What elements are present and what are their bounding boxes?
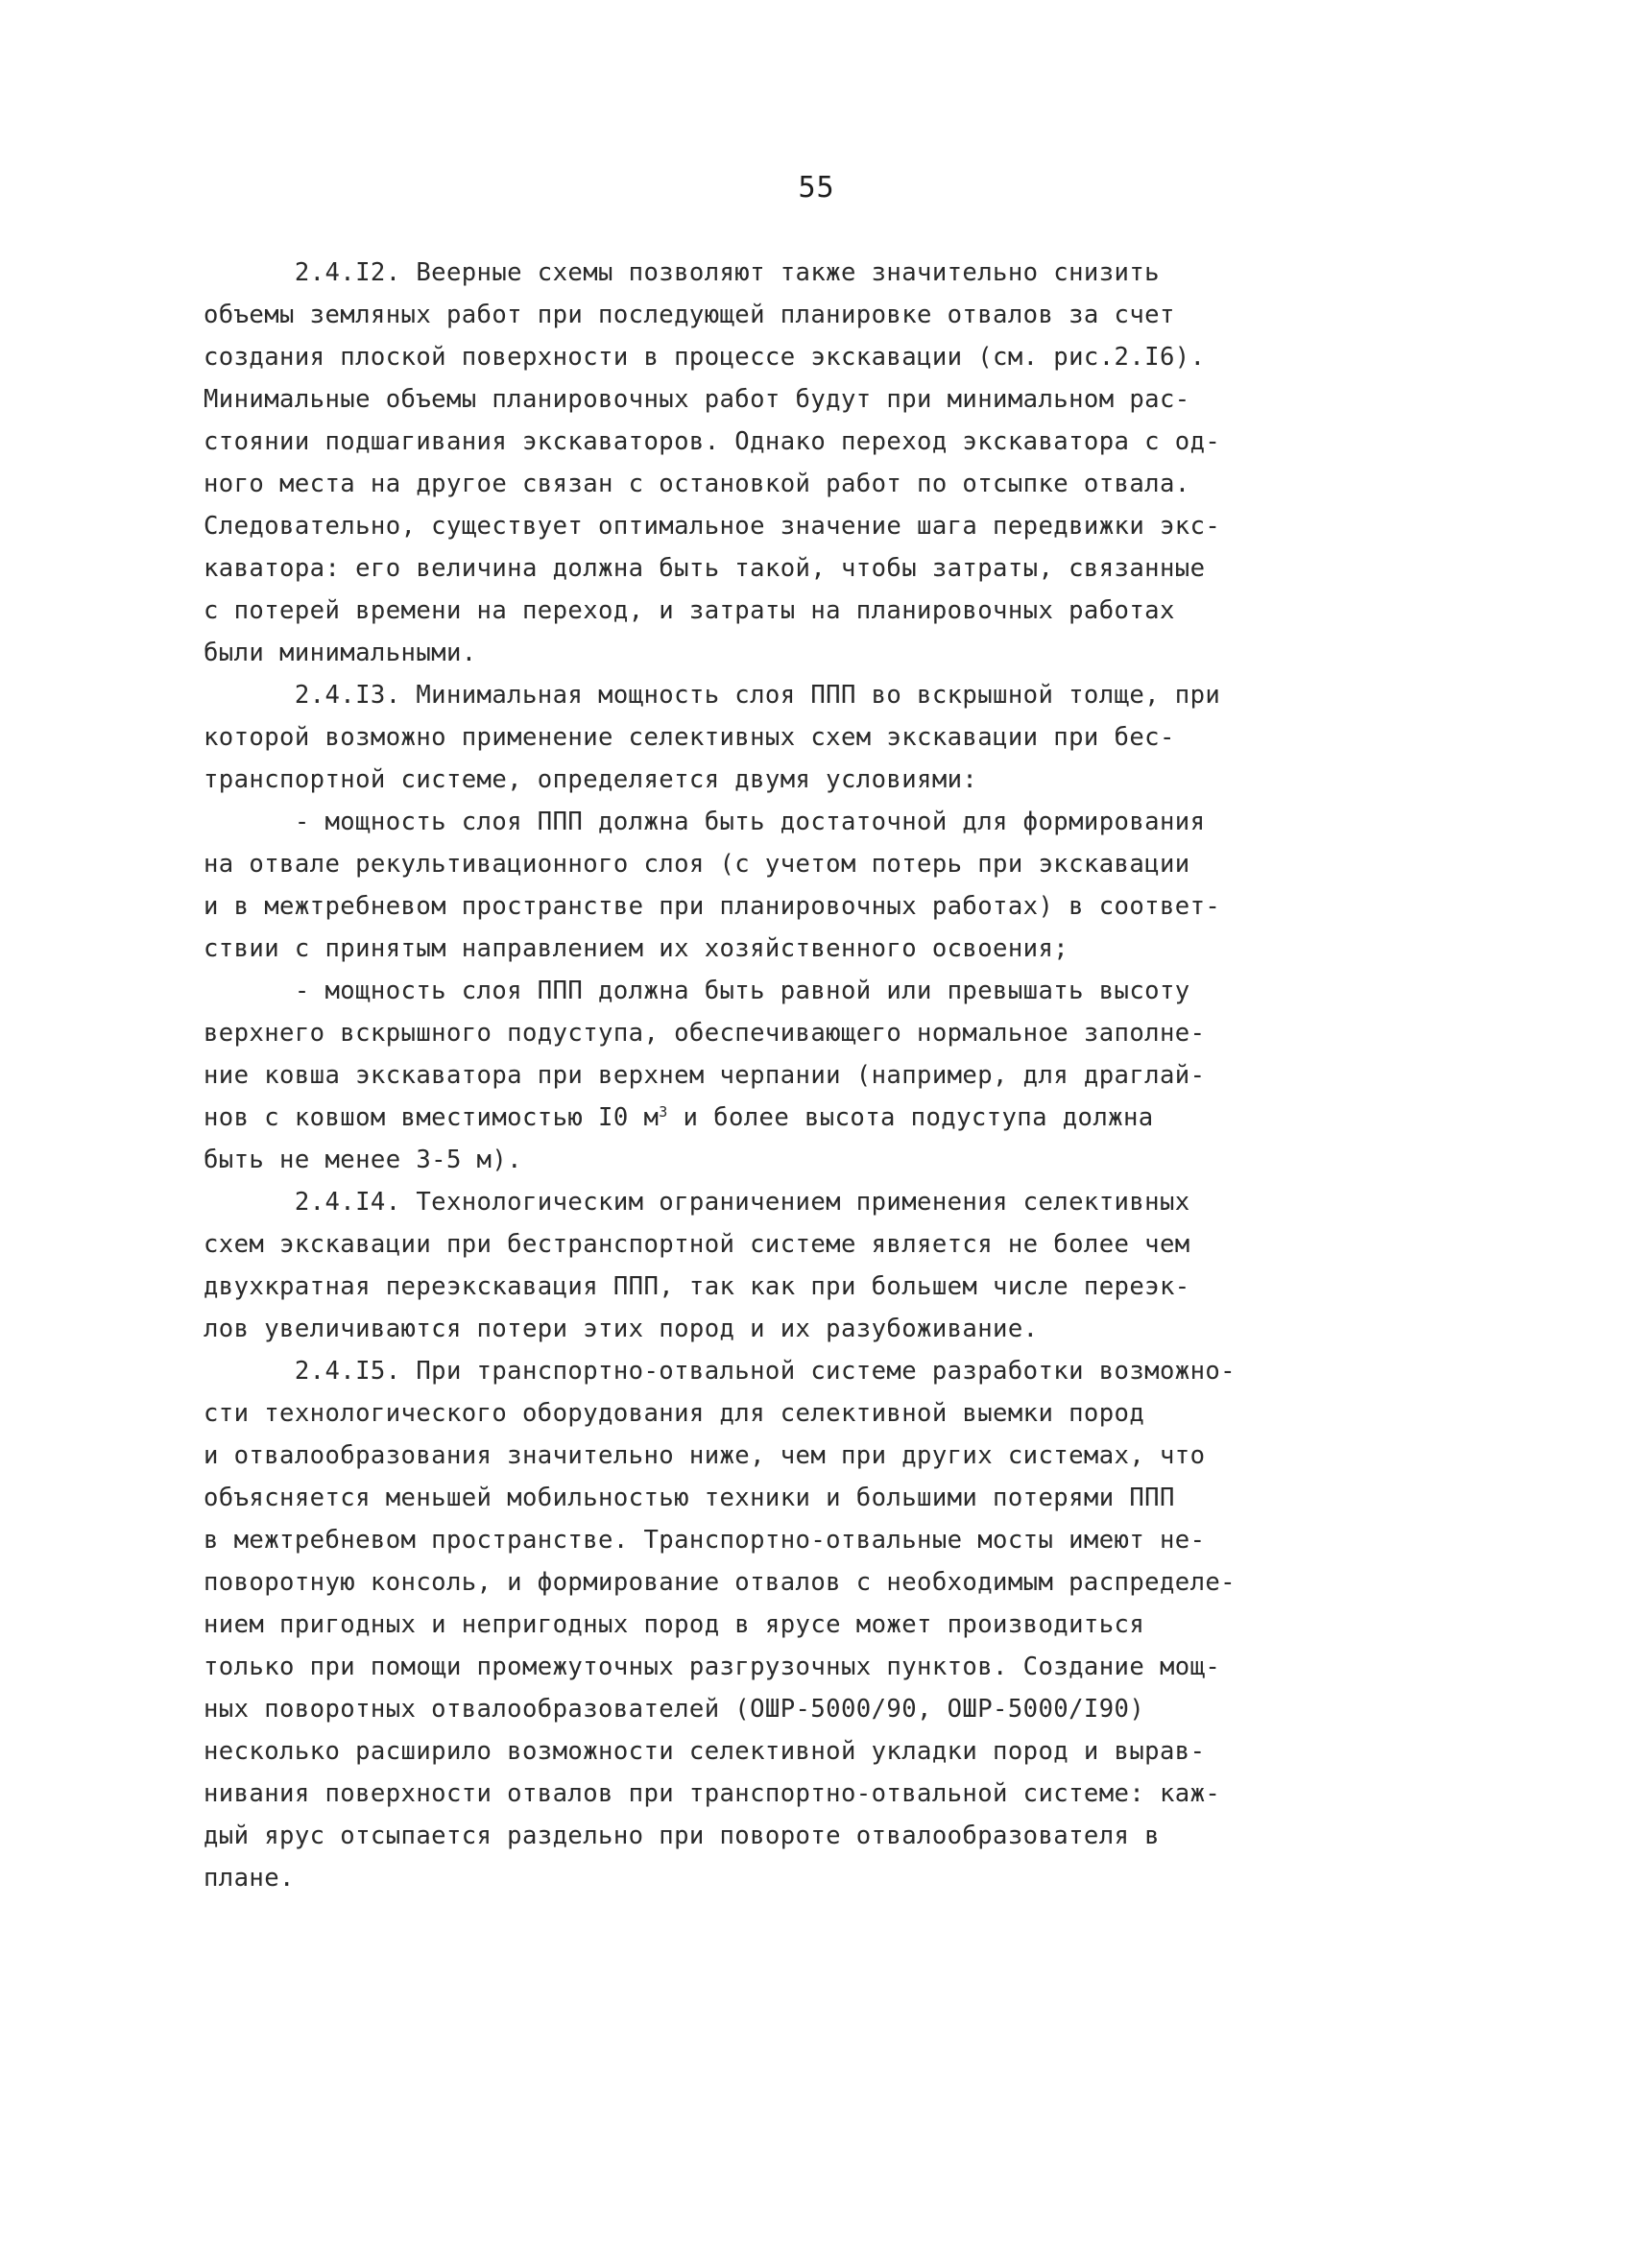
text-line-with-superscript [204, 1097, 1452, 1139]
text-line: верхнего вскрышного подуступа, обеспечивающего нормальное заполне- [204, 1019, 1206, 1048]
text-line: 2.4.I2. Веерные схемы позволяют также значительно снизить [204, 258, 1160, 287]
superscript: 3 [659, 1103, 668, 1121]
text-line: несколько расширило возможности селективной укладки пород и вырав- [204, 1737, 1206, 1766]
text-line: каватора: его величина должна быть такой, чтобы затраты, связанные [204, 554, 1206, 583]
text-line: - мощность слоя ППП должна быть равной или превышать высоту [204, 977, 1190, 1005]
text-line: - мощность слоя ППП должна быть достаточной для формирования [204, 808, 1206, 836]
text-line: сти технологического оборудования для селективной выемки пород [204, 1399, 1145, 1428]
text-line: ных поворотных отвалообразователей (ОШР-5000/90, ОШР-5000/I90) [204, 1695, 1145, 1724]
text-line: 2.4.I3. Минимальная мощность слоя ППП во вскрышной толще, при [204, 681, 1221, 710]
text-line: объясняется меньшей мобильностью техники и большими потерями ППП [204, 1484, 1175, 1512]
text-line: были минимальными. [204, 639, 477, 667]
text-line: дый ярус отсыпается раздельно при повороте отвалообразователя в [204, 1822, 1160, 1850]
page-number: 55 [798, 171, 835, 205]
text-line: ствии с принятым направлением их хозяйственного освоения; [204, 934, 1069, 963]
text-line: 2.4.I4. Технологическим ограничением применения селективных [204, 1188, 1190, 1217]
text-line: ного места на другое связан с остановкой работ по отсыпке отвала. [204, 470, 1190, 498]
text-line: лов увеличиваются потери этих пород и их разубоживание. [204, 1315, 1039, 1343]
text-fragment: и более высота подуступа должна [667, 1103, 1154, 1132]
text-line: транспортной системе, определяется двумя условиями: [204, 765, 978, 794]
text-line: плане. [204, 1864, 295, 1893]
text-line: объемы земляных работ при последующей планировке отвалов за счет [204, 301, 1175, 329]
text-line: с потерей времени на переход, и затраты на планировочных работах [204, 596, 1175, 625]
text-line: Минимальные объемы планировочных работ будут при минимальном рас- [204, 385, 1190, 414]
text-line: двухкратная переэкскавация ППП, так как при большем числе переэк- [204, 1272, 1190, 1301]
text-line: стоянии подшагивания экскаваторов. Однако переход экскаватора с од- [204, 427, 1221, 456]
text-line: которой возможно применение селективных схем экскавации при бес- [204, 723, 1175, 752]
text-line: и в межтребневом пространстве при планировочных работах) в соответ- [204, 892, 1221, 921]
text-line: ние ковша экскаватора при верхнем черпании (например, для драглай- [204, 1061, 1206, 1090]
text-line: в межтребневом пространстве. Транспортно-отвальные мосты имеют не- [204, 1526, 1206, 1555]
text-line: на отвале рекультивационного слоя (с учетом потерь при экскавации [204, 850, 1190, 879]
text-line: схем экскавации при бестранспортной системе является не более чем [204, 1230, 1190, 1259]
text-fragment: нов с ковшом вместимостью I0 м [204, 1103, 660, 1132]
text-line: быть не менее 3-5 м). [204, 1146, 522, 1174]
text-line: Следовательно, существует оптимальное значение шага передвижки экс- [204, 512, 1221, 541]
text-line: нием пригодных и непригодных пород в ярусе может производиться [204, 1610, 1145, 1639]
body-text [204, 252, 1452, 1899]
text-line: и отвалообразования значительно ниже, чем при других системах, что [204, 1441, 1206, 1470]
text-line: поворотную консоль, и формирование отвалов с необходимым распределе- [204, 1568, 1236, 1597]
text-line: создания плоской поверхности в процессе экскавации (см. рис.2.I6). [204, 343, 1206, 372]
text-line: нивания поверхности отвалов при транспортно-отвальной системе: каж- [204, 1779, 1221, 1808]
text-line: 2.4.I5. При транспортно-отвальной системе разработки возможно- [204, 1357, 1236, 1386]
text-line: только при помощи промежуточных разгрузочных пунктов. Создание мощ- [204, 1653, 1221, 1681]
